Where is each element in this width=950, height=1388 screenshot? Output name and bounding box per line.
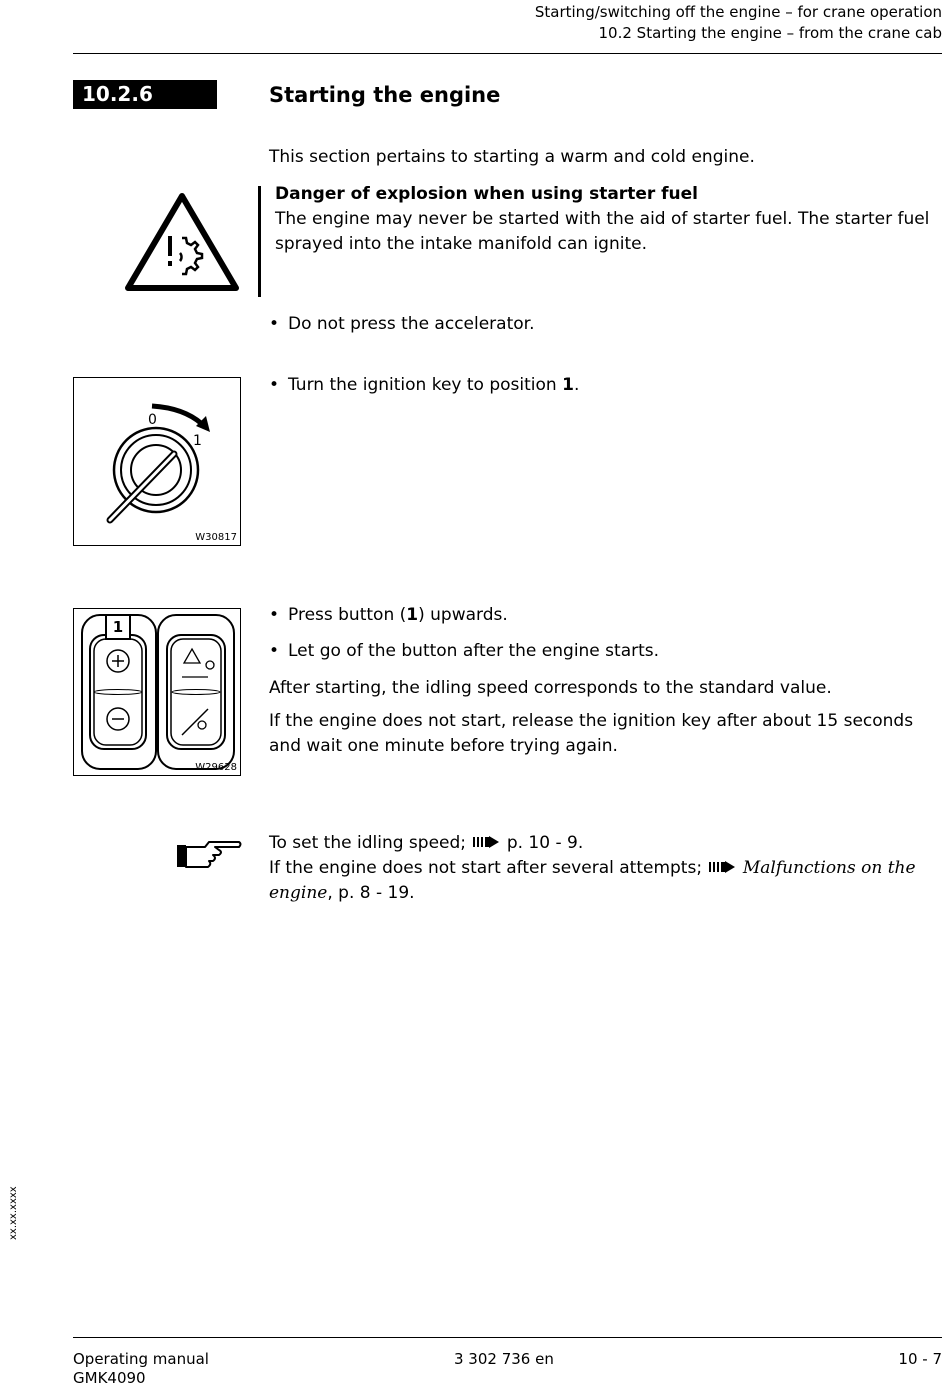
step-press-number: 1: [406, 605, 419, 625]
reference-malfunction-link[interactable]: Malfunctions on the engine: [269, 858, 916, 903]
footer-rule: [73, 1337, 942, 1338]
no-start-paragraph: If the engine does not start, release the ignition key after about 15 seconds and wait one minute before trying again.: [269, 711, 914, 756]
header-chapter: Starting/switching off the engine – for crane operation: [534, 3, 942, 21]
reference-malfunction-text: If the engine does not start after several attempts;: [269, 858, 703, 878]
danger-text: The engine may never be started with the aid of starter fuel. The starter fuel sprayed into the intake manifold can ignite.: [275, 209, 930, 254]
danger-title: Danger of explosion when using starter fuel: [275, 184, 699, 204]
ignition-position-1: 1: [193, 433, 202, 449]
footer-doc-number: 3 302 736 en: [454, 1350, 554, 1368]
reference-idling-page[interactable]: p. 10 - 9.: [506, 833, 584, 853]
ignition-position-0: 0: [148, 412, 157, 428]
header-section: 10.2 Starting the engine – from the crane cab: [598, 24, 942, 42]
reference-malfunction-page: , p. 8 - 19.: [327, 883, 415, 903]
ignition-key-figure: [73, 377, 241, 546]
intro-text: This section pertains to starting a warm and cold engine.: [269, 147, 755, 167]
starter-button-figure: [73, 608, 241, 776]
side-code: xx.xx.xxxx: [8, 1186, 19, 1240]
section-number: 10.2.6: [73, 80, 217, 109]
header-rule: [73, 53, 942, 54]
switch-panel-icon: [74, 609, 240, 775]
cross-reference-arrow-icon: [709, 861, 735, 873]
pointing-hand-icon: [175, 838, 243, 872]
step-accelerator-text: Do not press the accelerator.: [288, 314, 535, 334]
step-press-prefix: Press button (: [288, 605, 407, 625]
danger-bar: [258, 186, 261, 297]
step-release-button: • Let go of the button after the engine starts.: [269, 641, 660, 661]
danger-warning-icon: [124, 190, 240, 294]
ignition-figure-label: W30817: [195, 532, 237, 543]
step-ignition: • Turn the ignition key to position 1.: [269, 375, 580, 395]
footer-page-number: 10 - 7: [898, 1350, 942, 1368]
footer-manual: Operating manual: [73, 1350, 209, 1368]
button-figure-label: W29628: [195, 762, 237, 773]
cross-reference-arrow-icon: [473, 836, 499, 848]
reference-idling: [269, 831, 939, 856]
step-press-suffix: ) upwards.: [418, 605, 508, 625]
ignition-key-icon: [74, 378, 240, 545]
step-ignition-suffix: .: [573, 375, 580, 395]
step-release-text: Let go of the button after the engine starts.: [288, 641, 660, 661]
section-title: Starting the engine: [269, 83, 501, 107]
step-press-button: • Press button (1) upwards.: [269, 605, 508, 625]
step-ignition-position: 1: [562, 375, 574, 395]
footer-model: GMK4090: [73, 1369, 146, 1387]
after-start-paragraph: After starting, the idling speed corresponds to the standard value.: [269, 678, 832, 698]
reference-malfunction: [269, 856, 939, 906]
step-accelerator: • Do not press the accelerator.: [269, 314, 535, 334]
reference-note: [269, 831, 939, 906]
danger-block: [275, 182, 945, 257]
button-callout: 1: [105, 614, 131, 640]
reference-idling-text: To set the idling speed;: [269, 833, 467, 853]
step-ignition-prefix: Turn the ignition key to position: [288, 375, 563, 395]
